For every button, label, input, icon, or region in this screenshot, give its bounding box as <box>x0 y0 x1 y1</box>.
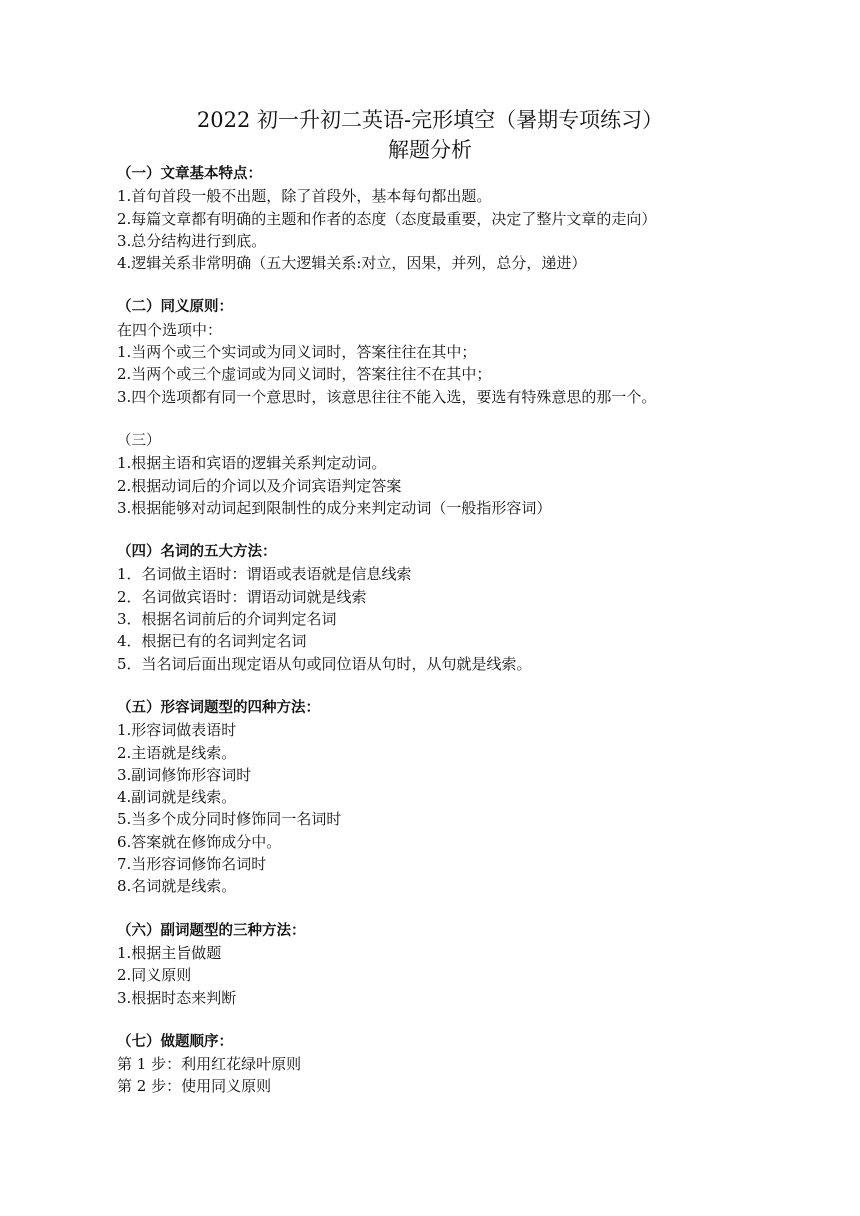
list-item: 4.逻辑关系非常明确（五大逻辑关系:对立，因果，并列，总分，递进） <box>117 254 587 273</box>
section-gap <box>117 519 757 541</box>
list-item: 5．当名词后面出现定语从句或同位语从句时，从句就是线索。 <box>117 654 532 673</box>
list-item: 4．根据已有的名词判定名词 <box>117 632 307 651</box>
section-2-synonym-principle <box>117 296 757 407</box>
section-heading: （二）同义原则： <box>117 299 233 316</box>
section-gap <box>117 408 757 430</box>
section-heading: （四）名词的五大方法： <box>117 544 277 561</box>
list-item: 8.名词就是线索。 <box>117 877 237 896</box>
list-item: 3.根据能够对动词起到限制性的成分来判定动词（一般指形容词） <box>117 498 552 517</box>
list-item: 4.副词就是线索。 <box>117 788 237 807</box>
list-item: 2.每篇文章都有明确的主题和作者的态度（态度最重要，决定了整片文章的走向） <box>117 209 657 228</box>
list-item: 第 1 步：利用红花绿叶原则 <box>117 1055 302 1074</box>
list-item: 3.根据时态来判断 <box>117 988 237 1007</box>
section-gap <box>117 274 757 296</box>
document-body <box>117 163 757 1098</box>
section-5-adjectives <box>117 697 757 898</box>
section-gap <box>117 898 757 920</box>
list-item: 3．根据名词前后的介词判定名词 <box>117 610 337 629</box>
section-gap <box>117 1009 757 1031</box>
document-subtitle: 解题分析 <box>388 138 472 162</box>
list-item: 6.答案就在修饰成分中。 <box>117 832 282 851</box>
list-item: 1.形容词做表语时 <box>117 721 237 740</box>
section-7-order <box>117 1031 757 1098</box>
list-item: 7.当形容词修饰名词时 <box>117 855 267 874</box>
list-item: 1.根据主语和宾语的逻辑关系判定动词。 <box>117 454 387 473</box>
section-heading: （七）做题顺序： <box>117 1033 233 1050</box>
section-gap <box>117 675 757 697</box>
document-title: 2022 初一升初二英语-完形填空（暑期专项练习） <box>196 108 664 132</box>
list-item: 1.当两个或三个实词或为同义词时，答案往往在其中； <box>117 343 477 362</box>
list-item: 3.四个选项都有同一个意思时，该意思往往不能入选，要选有特殊意思的那一个。 <box>117 387 657 406</box>
list-item: 1.首句首段一般不出题，除了首段外，基本每句都出题。 <box>117 187 492 206</box>
section-heading: （三） <box>117 432 161 449</box>
list-item: 3.总分结构进行到底。 <box>117 231 267 250</box>
list-item: 在四个选项中： <box>117 320 223 339</box>
list-item: 5.当多个成分同时修饰同一名词时 <box>117 810 342 829</box>
list-item: 2.主语就是线索。 <box>117 743 237 762</box>
section-6-adverbs <box>117 920 757 1009</box>
section-4-nouns <box>117 541 757 675</box>
section-3-verbs <box>117 430 757 519</box>
list-item: 2.同义原则 <box>117 966 192 985</box>
section-1-features <box>117 163 757 274</box>
list-item: 1．名词做主语时：谓语或表语就是信息线索 <box>117 565 412 584</box>
section-heading: （五）形容词题型的四种方法： <box>117 699 320 716</box>
list-item: 3.副词修饰形容词时 <box>117 765 252 784</box>
list-item: 第 2 步：使用同义原则 <box>117 1077 272 1096</box>
list-item: 2.根据动词后的介词以及介词宾语判定答案 <box>117 476 402 495</box>
list-item: 2．名词做宾语时：谓语动词就是线索 <box>117 587 367 606</box>
section-heading: （六）副词题型的三种方法： <box>117 922 306 939</box>
list-item: 1.根据主旨做题 <box>117 943 222 962</box>
list-item: 2.当两个或三个虚词或为同义词时，答案往往不在其中； <box>117 365 492 384</box>
section-heading: （一）文章基本特点： <box>117 166 262 182</box>
